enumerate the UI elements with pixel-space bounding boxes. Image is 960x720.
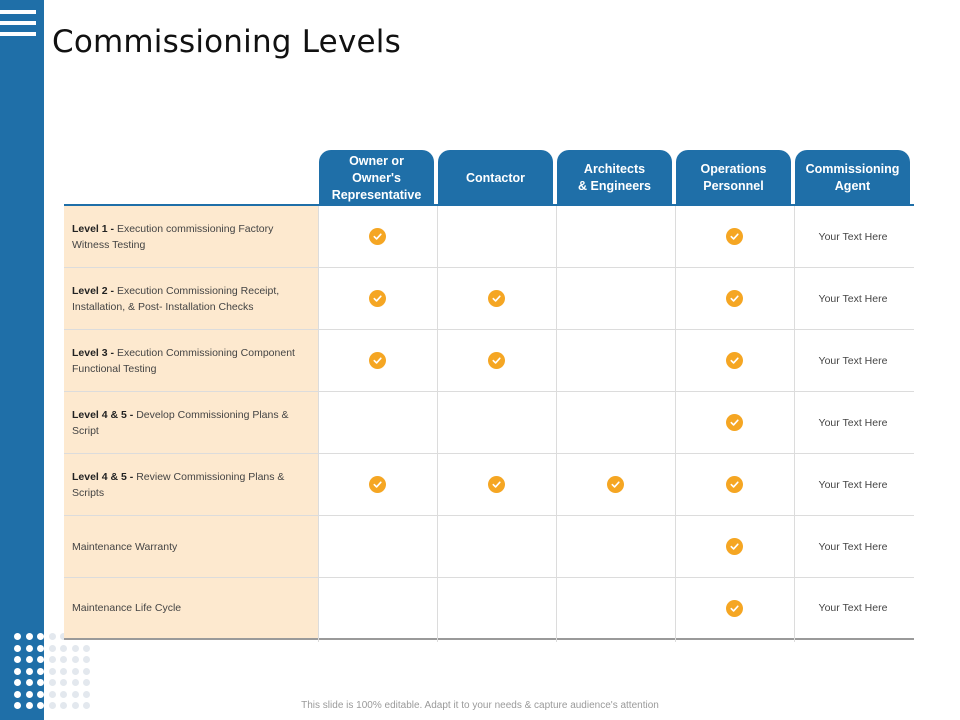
table-cell	[556, 330, 674, 391]
row-label	[64, 454, 318, 515]
check-icon	[726, 600, 743, 617]
column-header-4: Operations Personnel	[676, 150, 791, 206]
dot	[49, 679, 56, 686]
agent-cell	[794, 454, 912, 515]
dot	[26, 645, 33, 652]
dot	[83, 679, 90, 686]
table-cell	[675, 454, 793, 515]
row-description: Execution Commissioning Receipt, Installation, & Post- Installation Checks	[72, 284, 280, 313]
row-level: Level 2 -	[72, 284, 117, 297]
table-row	[64, 578, 914, 640]
table-cell	[318, 268, 436, 329]
dot	[26, 679, 33, 686]
table-cell	[318, 578, 436, 638]
dot	[83, 691, 90, 698]
check-icon	[488, 352, 505, 369]
dot	[14, 645, 21, 652]
row-description: Maintenance Life Cycle	[72, 602, 182, 614]
dot	[49, 656, 56, 663]
agent-text: Your Text Here	[818, 478, 888, 491]
table-cell	[437, 330, 555, 391]
dot	[26, 633, 33, 640]
dot	[49, 633, 56, 640]
page-title: Commissioning Levels	[52, 24, 401, 60]
agent-text: Your Text Here	[818, 416, 888, 429]
table-cell	[675, 206, 793, 267]
agent-cell	[794, 268, 912, 329]
agent-cell	[794, 392, 912, 453]
row-description: Develop Commissioning Plans & Script	[72, 408, 289, 437]
dot	[60, 656, 67, 663]
dot	[14, 656, 21, 663]
table-row	[64, 206, 914, 268]
row-label	[64, 578, 318, 638]
column-header-5: Commissioning Agent	[795, 150, 910, 206]
dot	[37, 633, 44, 640]
dot	[83, 668, 90, 675]
row-label	[64, 330, 318, 391]
dot	[37, 656, 44, 663]
table-cell	[437, 206, 555, 267]
dot	[37, 679, 44, 686]
grid-line	[675, 206, 676, 642]
agent-text: Your Text Here	[818, 354, 888, 367]
table-row	[64, 392, 914, 454]
check-icon	[726, 228, 743, 245]
agent-cell	[794, 330, 912, 391]
row-level: Level 4 & 5 -	[72, 408, 137, 421]
commissioning-table	[64, 148, 914, 642]
menu-lines-icon	[0, 10, 36, 43]
table-cell	[437, 516, 555, 577]
table-cell	[556, 268, 674, 329]
dot	[26, 656, 33, 663]
table-cell	[556, 454, 674, 515]
table-cell	[556, 516, 674, 577]
dot	[14, 668, 21, 675]
table-cell	[675, 392, 793, 453]
agent-cell	[794, 206, 912, 267]
footer-note: This slide is 100% editable. Adapt it to your needs & capture audience's attention	[301, 700, 659, 711]
table-cell	[556, 392, 674, 453]
dot	[72, 691, 79, 698]
row-level: Level 1 -	[72, 222, 117, 235]
check-icon	[369, 228, 386, 245]
agent-cell	[794, 578, 912, 638]
row-label	[64, 206, 318, 267]
check-icon	[607, 476, 624, 493]
dot	[14, 633, 21, 640]
left-accent-bar	[0, 0, 44, 720]
dot	[72, 668, 79, 675]
grid-line	[556, 206, 557, 642]
table-cell	[318, 392, 436, 453]
agent-text: Your Text Here	[818, 230, 888, 243]
dot	[49, 691, 56, 698]
dot	[72, 679, 79, 686]
table-cell	[318, 454, 436, 515]
table-row	[64, 454, 914, 516]
table-cell	[675, 268, 793, 329]
dot	[60, 691, 67, 698]
check-icon	[369, 352, 386, 369]
check-icon	[726, 414, 743, 431]
table-cell	[318, 516, 436, 577]
table-header-row	[64, 148, 914, 206]
check-icon	[369, 476, 386, 493]
column-header-1: Owner or Owner's Representative	[319, 150, 434, 206]
check-icon	[726, 290, 743, 307]
check-icon	[726, 476, 743, 493]
table-cell	[318, 206, 436, 267]
agent-text: Your Text Here	[818, 602, 888, 614]
dot	[26, 668, 33, 675]
dot	[37, 668, 44, 675]
grid-line	[318, 206, 319, 642]
table-cell	[437, 454, 555, 515]
table-row	[64, 330, 914, 392]
table-row	[64, 516, 914, 578]
dot	[83, 656, 90, 663]
agent-cell	[794, 516, 912, 577]
agent-text: Your Text Here	[818, 292, 888, 305]
table-cell	[437, 392, 555, 453]
column-header-2: Contactor	[438, 150, 553, 206]
dot	[72, 656, 79, 663]
check-icon	[726, 538, 743, 555]
dot	[37, 691, 44, 698]
dot	[60, 668, 67, 675]
row-level: Level 3 -	[72, 346, 117, 359]
dot	[14, 691, 21, 698]
row-label	[64, 392, 318, 453]
dot	[26, 691, 33, 698]
row-description: Execution commissioning Factory Witness Testing	[72, 222, 274, 251]
row-description: Execution Commissioning Component Functional Testing	[72, 346, 295, 375]
table-cell	[556, 206, 674, 267]
table-cell	[318, 330, 436, 391]
table-cell	[675, 330, 793, 391]
check-icon	[726, 352, 743, 369]
row-description: Review Commissioning Plans & Scripts	[72, 470, 285, 499]
grid-line	[794, 206, 795, 642]
agent-text: Your Text Here	[818, 540, 888, 553]
table-cell	[556, 578, 674, 638]
dot	[83, 645, 90, 652]
dot	[60, 645, 67, 652]
row-description: Maintenance Warranty	[72, 540, 178, 553]
row-label	[64, 268, 318, 329]
table-row	[64, 268, 914, 330]
dot	[60, 679, 67, 686]
table-cell	[675, 516, 793, 577]
dot	[37, 645, 44, 652]
table-cell	[675, 578, 793, 638]
dot	[49, 645, 56, 652]
dot	[14, 679, 21, 686]
check-icon	[369, 290, 386, 307]
row-level: Level 4 & 5 -	[72, 470, 137, 483]
dot	[72, 645, 79, 652]
check-icon	[488, 476, 505, 493]
row-label	[64, 516, 318, 577]
dot	[49, 668, 56, 675]
grid-line	[437, 206, 438, 642]
table-cell	[437, 268, 555, 329]
column-header-3: Architects & Engineers	[557, 150, 672, 206]
table-cell	[437, 578, 555, 638]
check-icon	[488, 290, 505, 307]
